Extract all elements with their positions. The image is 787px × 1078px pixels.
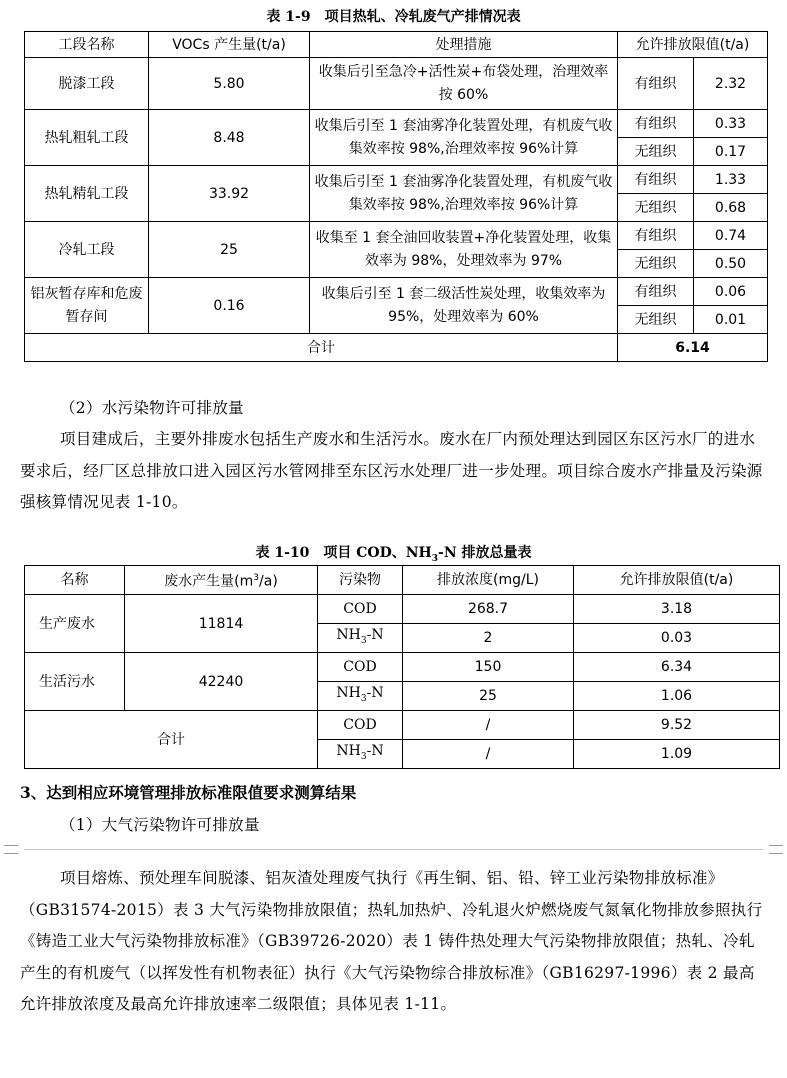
group-volume: 42240 <box>125 653 318 711</box>
table9 <box>24 31 768 362</box>
row-limit: 0.33 <box>694 110 768 138</box>
table9-caption: 表 1-9 项目热轧、冷轧废气产排情况表 <box>266 9 521 25</box>
table9-total-row <box>25 334 768 362</box>
pollutant: $NH_3-N$ <box>318 624 403 653</box>
table10-header-row <box>25 566 780 595</box>
table10-caption <box>0 542 787 564</box>
row-type: 有组织 <box>618 166 694 194</box>
row-type: 无组织 <box>618 306 694 334</box>
row-limit: 0.06 <box>694 278 768 306</box>
concentration: / <box>403 740 574 769</box>
row-type: 无组织 <box>618 194 694 222</box>
row-type: 无组织 <box>618 250 694 278</box>
header-production: VOCs 产生量(t/a) <box>149 32 310 58</box>
section2-heading: （2）水污染物许可排放量 <box>60 399 244 417</box>
row-name: 热轧粗轧工段 <box>25 110 149 166</box>
limit: 0.03 <box>574 624 780 653</box>
row-name: 热轧精轧工段 <box>25 166 149 222</box>
header-name: 名称 <box>25 566 125 595</box>
pollutant: $NH_3-N$ <box>318 740 403 769</box>
table-row <box>25 595 780 624</box>
row-production: 5.80 <box>149 58 310 110</box>
row-production: 8.48 <box>149 110 310 166</box>
row-type: 有组织 <box>618 110 694 138</box>
row-limit: 0.01 <box>694 306 768 334</box>
row-name: 脱漆工段 <box>25 58 149 110</box>
group-name: 生产废水 <box>25 595 125 653</box>
row-type: 有组织 <box>618 278 694 306</box>
concentration: 268.7 <box>403 595 574 624</box>
table-row <box>25 58 768 110</box>
table-row <box>25 711 780 740</box>
row-limit: 0.50 <box>694 250 768 278</box>
header-concentration: 排放浓度(mg/L) <box>403 566 574 595</box>
table-row <box>25 653 780 682</box>
row-limit: 1.33 <box>694 166 768 194</box>
header-pollutant: 污染物 <box>318 566 403 595</box>
table9-header-row <box>25 32 768 58</box>
concentration: 25 <box>403 682 574 711</box>
header-limit: 允许排放限值(t/a) <box>618 32 768 58</box>
row-limit: 0.17 <box>694 138 768 166</box>
pollutant: COD <box>318 711 403 740</box>
table-row <box>25 166 768 194</box>
row-production: 33.92 <box>149 166 310 222</box>
header-measure: 处理措施 <box>310 32 618 58</box>
header-name: 工段名称 <box>25 32 149 58</box>
concentration: / <box>403 711 574 740</box>
row-measure: 收集后引至 1 套油雾净化装置处理，有机废气收集效率按 98%,治理效率按 96%计算 <box>310 110 618 166</box>
row-production: 0.16 <box>149 278 310 334</box>
pollutant: COD <box>318 653 403 682</box>
table-row <box>25 222 768 250</box>
total-label: 合计 <box>25 334 618 362</box>
concentration: 2 <box>403 624 574 653</box>
row-measure: 收集至 1 套全油回收装置+净化装置处理，收集效率为 98%，处理效率为 97% <box>310 222 618 278</box>
page-break-divider <box>0 845 787 855</box>
table-row <box>25 278 768 306</box>
table10 <box>24 565 780 769</box>
row-type: 无组织 <box>618 138 694 166</box>
group-name: 生活污水 <box>25 653 125 711</box>
header-limit: 允许排放限值(t/a) <box>574 566 780 595</box>
limit: 9.52 <box>574 711 780 740</box>
pollutant: COD <box>318 595 403 624</box>
table-row <box>25 110 768 138</box>
row-limit: 0.68 <box>694 194 768 222</box>
row-name: 铝灰暂存库和危废暂存间 <box>25 278 149 334</box>
row-measure: 收集后引至急冷+活性炭+布袋处理，治理效率按 60% <box>310 58 618 110</box>
section2-paragraph: 项目建成后，主要外排废水包括生产废水和生活污水。废水在厂内预处理达到园区东区污水厂的进水要求后，经厂区总排放口进入园区污水管网排至东区污水处理厂进一步处理。项目综合废水产排量及污染源强核算情况见表 1-10。 <box>20 430 763 511</box>
limit: 1.06 <box>574 682 780 711</box>
group-volume: 11814 <box>125 595 318 653</box>
total-value: 6.14 <box>618 334 768 362</box>
limit: 6.34 <box>574 653 780 682</box>
row-limit: 2.32 <box>694 58 768 110</box>
limit: 1.09 <box>574 740 780 769</box>
concentration: 150 <box>403 653 574 682</box>
row-production: 25 <box>149 222 310 278</box>
table10-caption-text: 表 1-10 项目 COD、$NH_3-N$ 排放总量表 <box>255 545 532 564</box>
group-name: 合计 <box>25 711 318 769</box>
row-measure: 收集后引至 1 套油雾净化装置处理，有机废气收集效率按 98%,治理效率按 96%计算 <box>310 166 618 222</box>
row-name: 冷轧工段 <box>25 222 149 278</box>
row-type: 有组织 <box>618 222 694 250</box>
row-limit: 0.74 <box>694 222 768 250</box>
header-volume: 废水产生量$(m^3/a)$ <box>125 566 318 595</box>
row-measure: 收集后引至 1 套二级活性炭处理，收集效率为 95%，处理效率为 60% <box>310 278 618 334</box>
row-type: 有组织 <box>618 58 694 110</box>
limit: 3.18 <box>574 595 780 624</box>
section3-paragraph: 项目熔炼、预处理车间脱漆、铝灰渣处理废气执行《再生铜、铝、铅、锌工业污染物排放标准》（GB31574-2015）表 3 大气污染物排放限值；热轧加热炉、冷轧退火炉燃烧废气氮氧化物排放参照执行《铸造工业大气污染物排放标准》（GB39726-2020）表 1 铸件热处理大气污染物排放限值；热轧、冷轧产生的有机废气（以挥发性有机物表征）执行《大气污染物综合排放标准》（GB16297-1996）表 2 最高允许排放浓度及最高允许排放速率二级限值；具体见表 1-11。 <box>20 869 763 1013</box>
section3-heading: 3、达到相应环境管理排放标准限值要求测算结果 <box>20 783 357 802</box>
pollutant: $NH_3-N$ <box>318 682 403 711</box>
section3-subheading: （1）大气污染物许可排放量 <box>60 816 260 834</box>
